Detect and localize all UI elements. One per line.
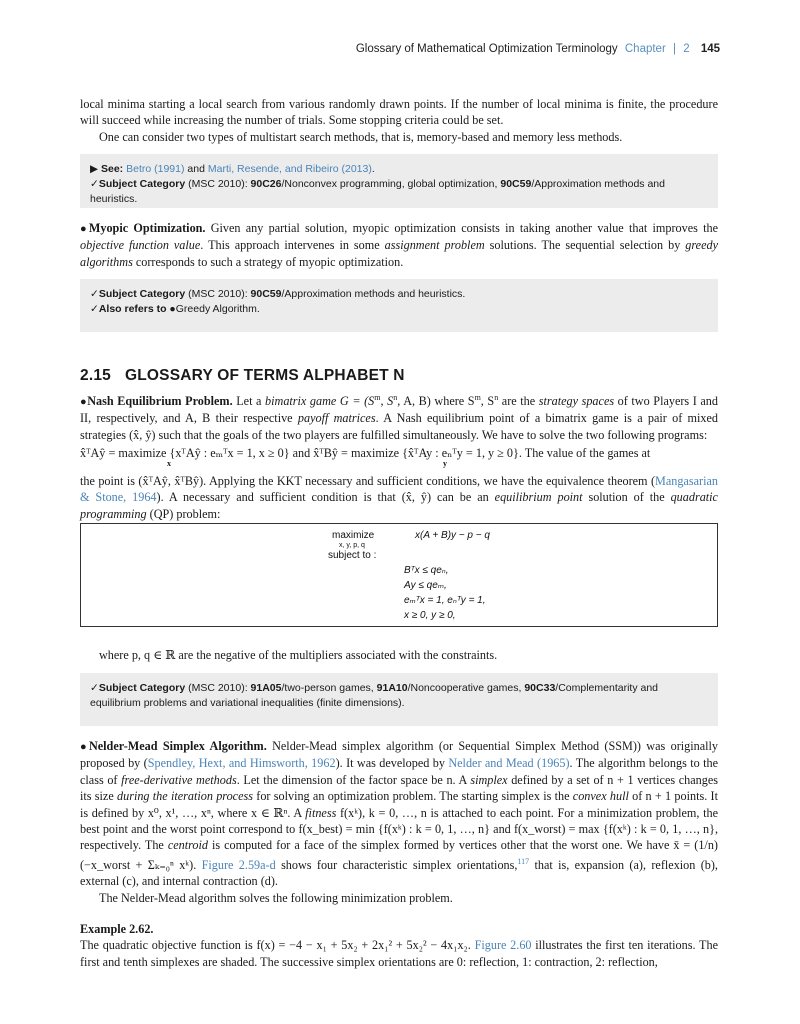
nash-programs [80, 445, 718, 461]
term-title: Nelder-Mead Simplex Algorithm. [88, 739, 267, 753]
bullet-icon: ● [80, 396, 88, 409]
text: are the [498, 394, 539, 409]
emphasis: free-derivative methods [121, 772, 237, 787]
term-title: Myopic Optimization. [88, 221, 206, 235]
msc-label: (MSC 2010): [188, 682, 248, 694]
see-line: ▶ See: Betro (1991) and Marti, Resende, and Ribeiro (2013). [90, 163, 375, 175]
nash-paragraph-2 [80, 473, 718, 522]
text: defined by a set of n + 1 vertices changes its size [80, 772, 719, 804]
header-chapter-number: 2 [683, 43, 690, 55]
msc-code: 90C33 [524, 682, 556, 694]
msc-code: 90C59 [500, 178, 532, 190]
subject-box [80, 279, 718, 332]
qp-maximize: maximize [332, 530, 375, 541]
superscript: n [494, 393, 499, 402]
header-title: Glossary of Mathematical Optimization Terminology [355, 43, 618, 55]
bullet-icon: ● [169, 303, 176, 315]
section-heading [80, 367, 405, 385]
emphasis: strategy spaces [538, 394, 615, 409]
qp-constraint: eₘᵀx = 1, eₙᵀy = 1, [404, 595, 486, 606]
emphasis: simplex [470, 772, 508, 787]
nash-entry [80, 390, 718, 522]
msc-code: 90C59 [250, 288, 282, 300]
figure-link[interactable]: Figure 2.60 [474, 938, 532, 953]
text: solutions. The sequential selection by [484, 238, 686, 253]
text: ). A necessary and sufficient condition is that (x̂, ŷ) can be an [156, 490, 495, 505]
emphasis: equilibrium point [494, 490, 583, 505]
header-separator: | [673, 43, 676, 55]
text: (QP) problem: [146, 506, 221, 521]
also-item: Greedy Algorithm. [175, 303, 260, 315]
subscript-x: x [167, 458, 171, 468]
text: shows four characteristic simplex orientations, [275, 857, 518, 872]
text: . The value of the games at [518, 446, 651, 461]
running-header [356, 43, 720, 55]
emphasis: convex hull [572, 789, 629, 804]
emphasis: objective function value [80, 238, 201, 253]
msc-desc: /Approximation methods and heuristics. [281, 288, 466, 300]
check-icon: ✓ [90, 178, 99, 190]
header-chapter-label: Chapter [624, 43, 666, 55]
emphasis: quadratic programming [80, 490, 718, 521]
msc-desc: /Noncooperative games, [407, 682, 522, 694]
subject-line [90, 177, 708, 207]
check-icon: ✓ [90, 303, 99, 315]
emphasis: greedy algorithms [80, 238, 718, 269]
check-icon: ✓ [90, 288, 99, 300]
subscript-y: y [443, 458, 447, 468]
emphasis: fitness [305, 805, 337, 820]
footnote-marker[interactable]: 117 [517, 856, 530, 866]
text: , A, B) where S [397, 394, 475, 409]
text: . Let the dimension of the factor space be n. A [236, 772, 471, 787]
also-refers-line [90, 302, 708, 317]
reference-link[interactable]: Marti, Resende, and Ribeiro (2013) [207, 163, 372, 175]
subject-label: Subject Category [98, 682, 186, 694]
text: G = (S [336, 394, 375, 409]
emphasis: centroid [167, 838, 208, 853]
emphasis: payoff matrices [297, 411, 376, 426]
text: solution of the [582, 490, 671, 505]
msc-desc: /two-person games, [281, 682, 374, 694]
msc-code: 90C26 [250, 178, 282, 190]
msc-desc: /Approximation methods and heuristics. [90, 178, 665, 205]
text: f(xᵏ), k = 0, …, n is attached to each point. For a minimization problem, the best point and the worst point correspond to f(x_best) = min {f(xᵏ) : k = 0, 1, …, n} and f(x_worst) = max {f(xᵏ) : k = 0, 1, …, n}, respectively. The [80, 805, 718, 853]
check-icon: ✓ [90, 682, 99, 694]
program-1: x̂ᵀAŷ = maximize {xᵀAŷ : eₘᵀx = 1, x ≥ 0} [80, 446, 290, 461]
text: illustrates the first ten iterations. The first and tenth simplexes are shaded. The successive simplex orientations are 0: reflection, 1: contraction, 2: reflection, [80, 938, 718, 969]
also-label: Also refers to [98, 303, 167, 315]
intro-paragraph-2: One can consider two types of multistart search methods, that is, memory-based and memory less methods. [99, 129, 623, 144]
triangle-icon: ▶ [90, 163, 99, 175]
example-block [80, 921, 718, 970]
example-title: Example 2.62. [80, 922, 154, 936]
reference-link[interactable]: Betro (1991) [126, 163, 185, 175]
nash-paragraph [80, 390, 718, 443]
text: Given any partial solution, myopic optimization consists in taking another value that improves the [205, 221, 718, 235]
myopic-entry [80, 220, 718, 270]
subject-label: Subject Category [98, 178, 186, 190]
text: of two Players I and II, respectively, and A, B their respective [80, 394, 718, 426]
qp-subject-to: subject to : [328, 550, 377, 561]
text: the point is (x̂ᵀAŷ, x̂ᵀBŷ). Applying the KKT necessary and sufficient conditions, we have the equivalence theorem ( [80, 473, 656, 488]
qp-objective: x(A + B)y − p − q [415, 530, 490, 541]
msc-code: 91A05 [250, 682, 282, 694]
see-label: See: [101, 163, 124, 175]
emphasis: bimatrix game [265, 394, 337, 409]
emphasis: during the iteration process [117, 789, 253, 804]
subject-line [90, 681, 708, 711]
reference-link[interactable]: Spendley, Hext, and Himsworth, 1962 [147, 756, 336, 771]
subject-label: Subject Category [98, 288, 186, 300]
text: corresponds to such a strategy of myopic optimization. [132, 254, 404, 269]
qp-variables: x, y, p, q [339, 542, 365, 549]
qp-constraint: x ≥ 0, y ≥ 0, [404, 610, 456, 621]
section-number: 2.15 [80, 367, 111, 384]
conjunction: and [292, 446, 311, 461]
reference-link[interactable]: Mangasarian & Stone, 1964 [80, 473, 718, 505]
text: . This approach intervenes in some [200, 238, 385, 253]
myopic-paragraph [80, 220, 718, 270]
qp-constraint: Ay ≤ qeₘ, [404, 580, 447, 591]
maximize-subscripts [80, 458, 718, 473]
page-number: 145 [700, 43, 720, 55]
program-2: x̂ᵀBŷ = maximize {x̂ᵀAy : eₙᵀy = 1, y ≥ 0} [313, 446, 519, 461]
superscript: n [393, 393, 398, 402]
term-title: Nash Equilibrium Problem. [87, 394, 233, 409]
text: ). It was developed by [335, 756, 449, 771]
text: of n + 1 points. It is defined by x⁰, x¹, …, xⁿ, where x ∈ ℝⁿ. A [80, 789, 718, 820]
qp-note [80, 647, 718, 663]
nm-paragraph-2: The Nelder-Mead algorithm solves the following minimization problem. [99, 890, 453, 905]
text: . The algorithm belongs to the class of [80, 756, 718, 787]
conjunction: and [187, 163, 205, 175]
qp-note-text: where p, q ∈ ℝ are the negative of the multipliers associated with the constraints. [99, 648, 498, 662]
subject-box [80, 673, 718, 726]
superscript: m [374, 393, 381, 402]
figure-link[interactable]: Figure 2.59a-d [201, 857, 276, 872]
text: , S [480, 394, 495, 409]
section-title: GLOSSARY OF TERMS ALPHABET N [124, 367, 405, 384]
nm-paragraph [80, 738, 718, 890]
intro-paragraph: local minima starting a local search from various randomly drawn points. If the number of local minima is finite, the procedure will succeed while increasing the number of trials. Some stopping criteria could be set. [80, 97, 718, 128]
text: . A Nash equilibrium point of a bimatrix game is a pair of mixed strategies (x̂, ŷ) such that the goals of the two players are fulfilled simultaneously. We have to solve the two following programs: [80, 411, 719, 442]
msc-label: (MSC 2010): [188, 288, 248, 300]
text: Let a [232, 394, 266, 409]
intro-block [80, 96, 718, 145]
subject-line [90, 287, 708, 302]
msc-desc: /Complementarity and equilibrium problems and variational inequalities (finite dimensions). [90, 682, 659, 709]
bullet-icon: ● [80, 741, 89, 753]
text: is computed for a face of the simplex formed by vertices other that the worst one. We have x̄ = (1/n)(−x_worst + Σₖ₌₀ⁿ xᵏ). [80, 838, 718, 872]
text: Nelder-Mead simplex algorithm (or Sequential Simplex Method (SSM)) was originally proposed by ( [80, 739, 718, 771]
msc-label: (MSC 2010): [188, 178, 248, 190]
msc-desc: /Nonconvex programming, global optimization, [281, 178, 498, 190]
text: The quadratic objective function is f(x) = −4 − x₁ + 5x₂ + 2x₁² + 5x₂² − 4x₁x₂. [80, 938, 475, 953]
text: that is, expansion (a), reflexion (b), external (c), and internal contraction (d). [80, 857, 718, 889]
qp-problem-box [80, 523, 718, 627]
superscript: m [474, 393, 481, 402]
emphasis: assignment problem [384, 238, 485, 253]
see-also-box [80, 154, 718, 208]
text: for solving an optimization problem. The starting simplex is the [253, 789, 573, 804]
reference-link[interactable]: Nelder and Mead (1965) [448, 756, 570, 771]
example-paragraph [80, 937, 718, 970]
bullet-icon: ● [80, 223, 89, 235]
text: , S [380, 394, 394, 409]
qp-constraint: Bᵀx ≤ qeₙ, [404, 565, 449, 576]
msc-code: 91A10 [376, 682, 408, 694]
nelder-mead-entry [80, 738, 718, 906]
